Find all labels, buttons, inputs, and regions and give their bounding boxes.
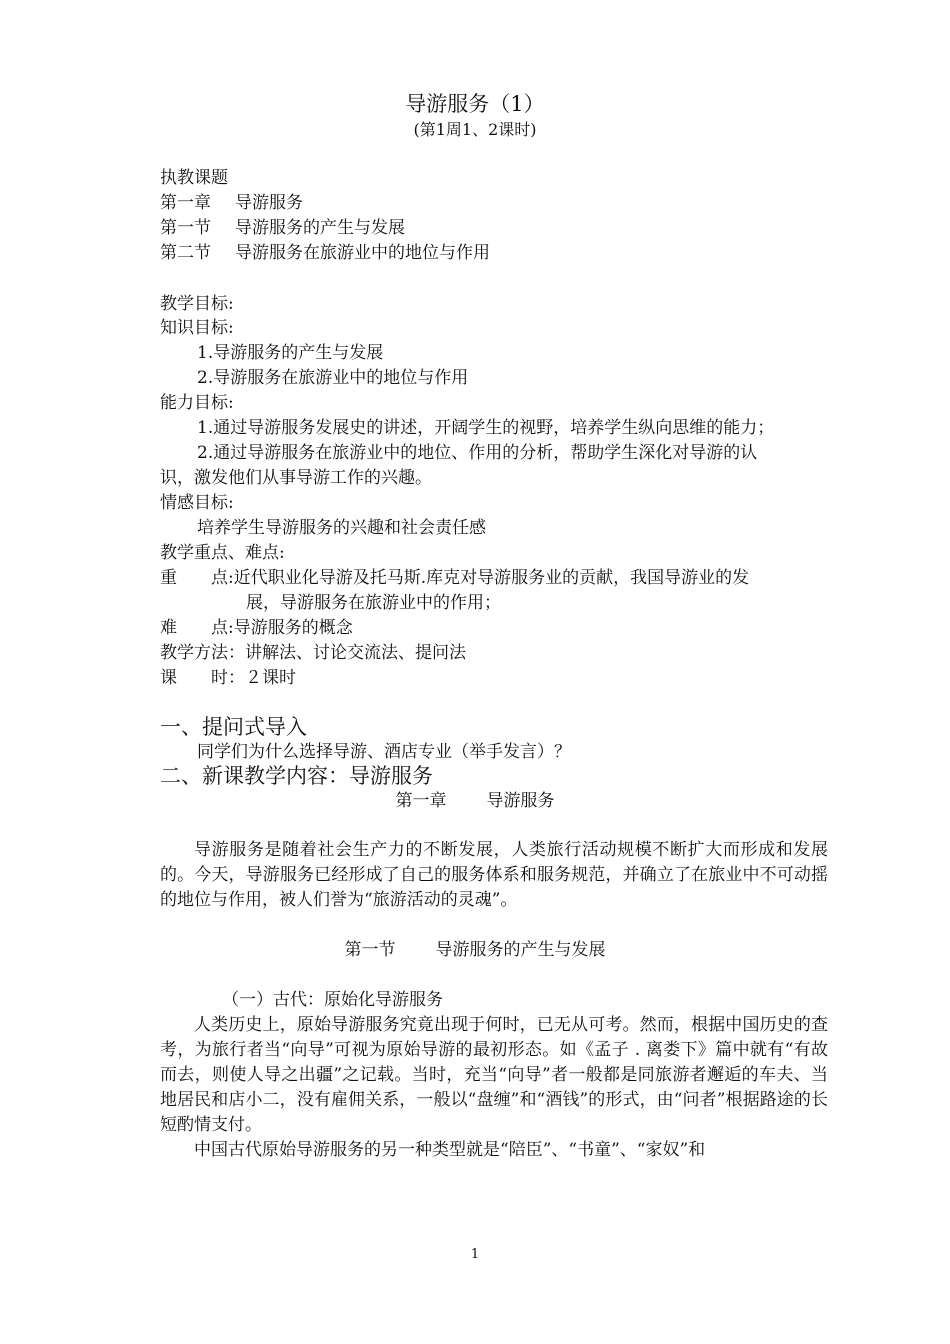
section-heading <box>0 938 950 963</box>
key-label: 重 点: <box>160 568 234 588</box>
topic-label: 第一章 <box>160 193 211 213</box>
ability-heading: 能力目标: <box>160 393 234 413</box>
chapter-heading <box>0 789 950 814</box>
chapter-title: 导游服务 <box>486 791 555 811</box>
key-point-row <box>160 566 749 591</box>
key-text: 近代职业化导游及托马斯.库克对导游服务业的贡献，我国导游业的发 <box>233 568 750 588</box>
topic-text: 导游服务 <box>235 193 303 213</box>
knowledge-item: 2.导游服务在旅游业中的地位与作用 <box>197 368 469 388</box>
section-title: 导游服务的产生与发展 <box>435 940 606 960</box>
difficult-point-row <box>160 616 353 641</box>
topic-text: 导游服务的产生与发展 <box>235 218 405 238</box>
objectives-heading: 教学目标: <box>160 294 234 314</box>
topic-item <box>160 191 303 216</box>
sub-heading: （一）古代：原始化导游服务 <box>222 990 443 1010</box>
topic-text: 导游服务在旅游业中的地位与作用 <box>235 243 490 263</box>
history-paragraph-2: 中国古代原始导游服务的另一种类型就是“陪臣”、“书童”、“家奴”和 <box>194 1140 706 1160</box>
chapter-paragraph: 导游服务是随着社会生产力的不断发展，人类旅行活动规模不断扩大而形成和发展的。今天，导游服务已经形成了自己的服务体系和服务规范，并确立了在旅业中不可动摇的地位与作用，被人们誉为“旅游活动的灵魂”。 <box>160 840 828 910</box>
section-label: 第一节 <box>344 940 396 960</box>
ability-item: 1.通过导游服务发展史的讲述，开阔学生的视野，培养学生纵向思维的能力； <box>197 418 775 438</box>
key-text-continued: 展，导游服务在旅游业中的作用； <box>246 593 501 613</box>
topics-heading: 执教课题 <box>160 168 228 188</box>
emotion-item: 培养学生导游服务的兴趣和社会责任感 <box>197 518 486 538</box>
ability-item-continued: 识，激发他们从事导游工作的兴趣。 <box>160 468 432 488</box>
topic-item <box>160 216 405 241</box>
class-hours: 课 时：２课时 <box>160 668 296 688</box>
page-number: 1 <box>470 1247 480 1262</box>
chapter-label: 第一章 <box>395 791 447 811</box>
history-paragraph: 人类历史上，原始导游服务究竟出现于何时，已无从可考。然而，根据中国历史的查考，为旅行者当“向导”可视为原始导游的最初形态。如《孟子 . 离娄下》篇中就有“有故而去，则使人导之出疆”之记载。当时，充当“向导”者一般都是同旅游者邂逅的车夫、当地居民和店小二，没有雇佣关系，一般以“盘缠”和“酒钱”的形式，由“问者”根据路途的长短酌情支付。 <box>160 1015 828 1135</box>
page-title: 导游服务（1） <box>405 92 545 116</box>
intro-question: 同学们为什么选择导游、酒店专业（举手发言）？ <box>197 742 571 762</box>
topic-label: 第一节 <box>160 218 211 238</box>
section-two-heading: 二、新课教学内容：导游服务 <box>160 764 433 788</box>
emotion-heading: 情感目标: <box>160 493 234 513</box>
section-one-heading: 一、提问式导入 <box>160 715 307 739</box>
teaching-method: 教学方法：讲解法、讨论交流法、提问法 <box>160 643 466 663</box>
difficult-text: 导游服务的概念 <box>233 618 353 638</box>
page-subtitle: (第1周1、2课时) <box>413 120 537 139</box>
difficult-label: 难 点: <box>160 618 234 638</box>
knowledge-heading: 知识目标: <box>160 318 234 338</box>
key-points-heading: 教学重点、难点: <box>160 543 285 563</box>
knowledge-item: 1.导游服务的产生与发展 <box>197 343 384 363</box>
topic-item <box>160 241 490 266</box>
ability-item: 2.通过导游服务在旅游业中的地位、作用的分析，帮助学生深化对导游的认 <box>197 443 758 463</box>
topic-label: 第二节 <box>160 243 211 263</box>
